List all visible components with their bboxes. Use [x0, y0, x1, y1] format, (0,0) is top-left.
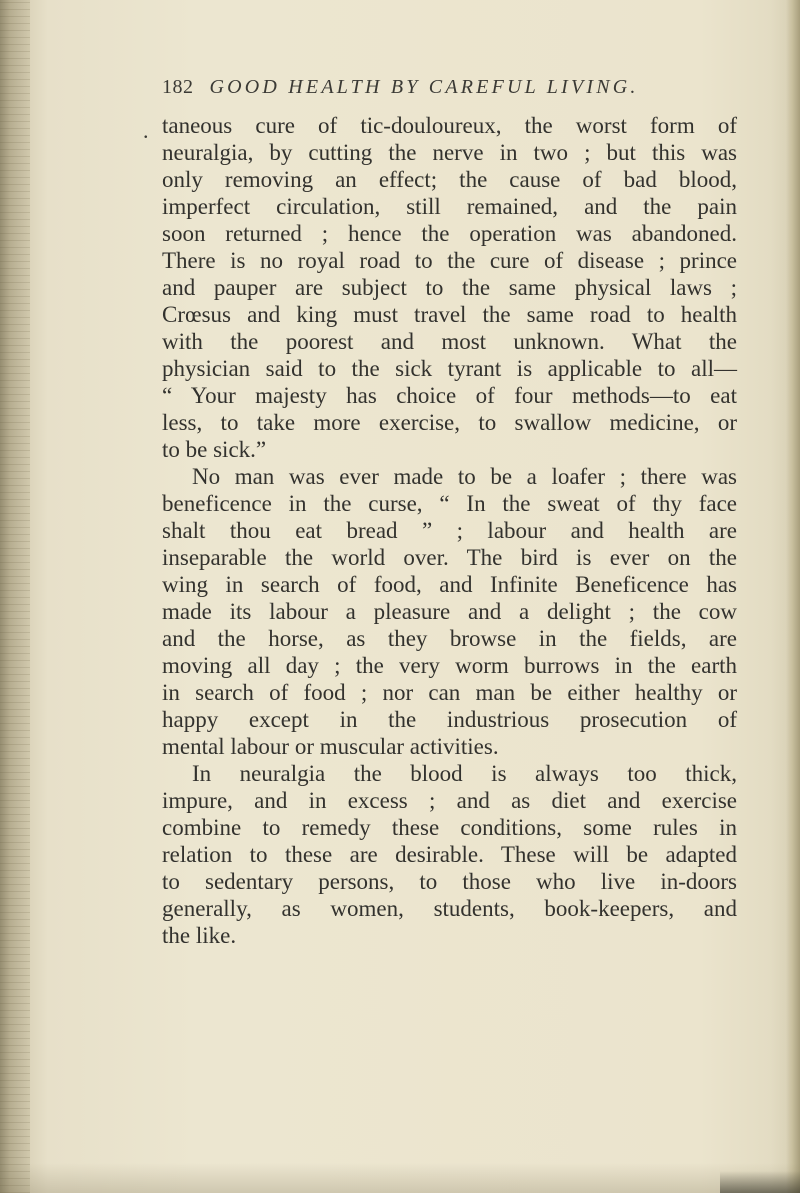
text-line: taneous cure of tic-douloureux, the worst form of: [162, 113, 737, 138]
page-bottom-shadow: [0, 1163, 800, 1193]
text-line: and pauper are subject to the same physical laws ;: [162, 275, 737, 300]
text-line: mental labour or muscular activities.: [162, 734, 499, 759]
text-line: wing in search of food, and Infinite Beneficence has: [162, 572, 737, 597]
text-line: beneficence in the curse, “ In the sweat of thy face: [162, 491, 737, 516]
book-spine-shadow: [0, 0, 30, 1193]
page-corner-shadow: [720, 1171, 800, 1193]
text-line: Crœsus and king must travel the same road to health: [162, 302, 737, 327]
text-line: physician said to the sick tyrant is applicable to all—: [162, 356, 737, 381]
paragraph-1: [162, 112, 737, 463]
text-line: “ Your majesty has choice of four methods—to eat: [162, 383, 737, 408]
margin-mark: .: [143, 118, 149, 143]
text-line: with the poorest and most unknown. What the: [162, 329, 737, 354]
text-line: imperfect circulation, still remained, and the pain: [162, 194, 737, 219]
running-head: GOOD HEALTH BY CAREFUL LIVING.: [209, 76, 639, 98]
text-line: neuralgia, by cutting the nerve in two ; but this was: [162, 140, 737, 165]
text-line: shalt thou eat bread ” ; labour and health are: [162, 518, 737, 543]
text-line: only removing an effect; the cause of bad blood,: [162, 167, 737, 192]
text-line: the like.: [162, 923, 237, 948]
paragraph-3: [162, 760, 737, 949]
page-edge-shadow: [786, 0, 800, 1193]
text-line: soon returned ; hence the operation was abandoned.: [162, 221, 737, 246]
page-header: [162, 76, 702, 99]
body-text: [162, 112, 737, 949]
text-line: relation to these are desirable. These will be adapted: [162, 842, 737, 867]
text-line: No man was ever made to be a loafer ; there was: [192, 464, 737, 489]
text-line: happy except in the industrious prosecution of: [162, 707, 737, 732]
text-line: in search of food ; nor can man be either healthy or: [162, 680, 737, 705]
text-line: and the horse, as they browse in the fields, are: [162, 626, 737, 651]
paragraph-2: [162, 463, 737, 760]
text-line: In neuralgia the blood is always too thick,: [192, 761, 737, 786]
text-line: combine to remedy these conditions, some rules in: [162, 815, 737, 840]
page-number: 182: [162, 76, 194, 98]
text-line: generally, as women, students, book-keepers, and: [162, 896, 737, 921]
text-line: There is no royal road to the cure of disease ; prince: [162, 248, 737, 273]
text-line: impure, and in excess ; and as diet and exercise: [162, 788, 737, 813]
text-line: inseparable the world over. The bird is ever on the: [162, 545, 737, 570]
text-line: to be sick.”: [162, 437, 267, 462]
text-line: made its labour a pleasure and a delight ; the cow: [162, 599, 737, 624]
text-line: less, to take more exercise, to swallow medicine, or: [162, 410, 737, 435]
text-line: moving all day ; the very worm burrows in the earth: [162, 653, 737, 678]
text-line: to sedentary persons, to those who live in-doors: [162, 869, 737, 894]
